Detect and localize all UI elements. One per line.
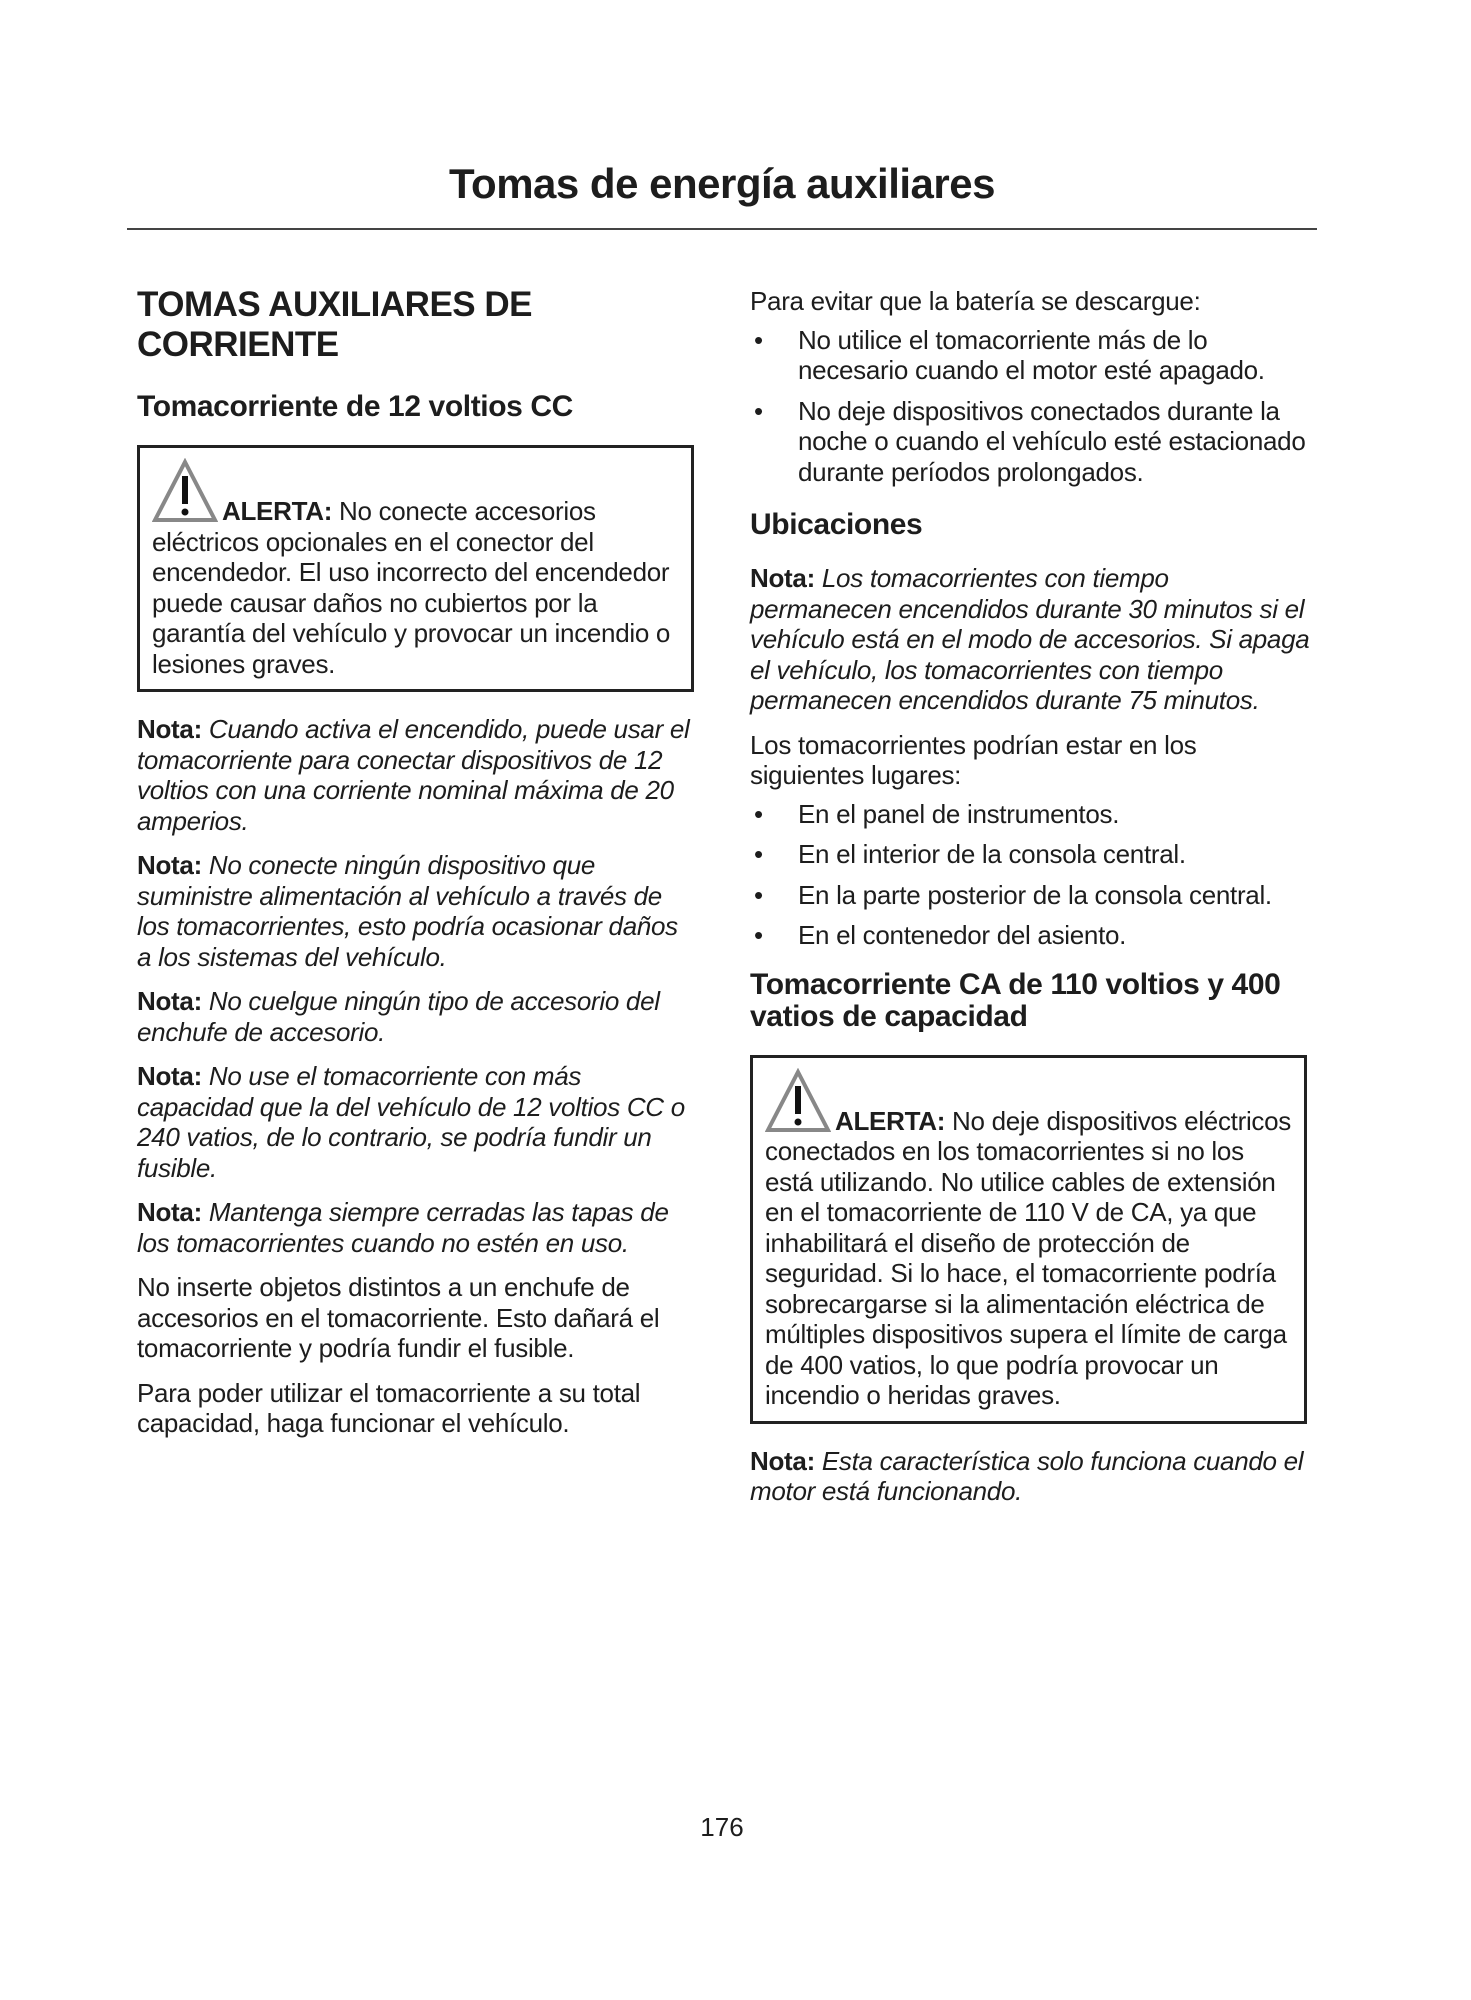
paragraph: No inserte objetos distintos a un enchufe de accesorios en el tomacorriente. Esto dañará el tomacorriente y podría fundir el fusible. (137, 1272, 660, 1363)
locations-list (750, 799, 1310, 951)
warning-triangle-icon (152, 458, 218, 524)
alert-text: No conecte accesorios eléctricos opcionales en el conector del encendedor. El uso incorrecto del encendedor puede causar daños no cubiertos por la garantía del vehículo y provocar un incendio o lesiones graves. (152, 496, 671, 679)
warning-triangle-icon (765, 1068, 831, 1134)
note-text: No conecte ningún dispositivo que suministre alimentación al vehículo a través de los tomacorrientes, esto podría ocasionar daños a los sistemas del vehículo. (137, 850, 678, 972)
note-text: Esta característica solo funciona cuando el motor está funcionando. (750, 1445, 1304, 1506)
list-item-text: En el panel de instrumentos. (798, 798, 1120, 829)
list-item (750, 396, 1310, 488)
note-text: No use el tomacorriente con más capacidad que la del vehículo de 12 voltios CC o 240 vatios, de lo contrario, se podría fundir un fusible. (137, 1061, 685, 1183)
list-item (750, 839, 1310, 870)
right-column (750, 286, 1310, 1521)
alert-box (750, 1055, 1307, 1424)
list-item (750, 799, 1310, 830)
locations-heading: Ubicaciones (750, 508, 923, 541)
left-column (137, 285, 697, 1453)
bullet: • (754, 920, 763, 950)
note-label: Nota: (750, 1445, 815, 1476)
list-item-text: En el interior de la consola central. (798, 839, 1186, 869)
note (137, 1061, 697, 1183)
title-divider (127, 228, 1317, 230)
alert-label: ALERTA: (835, 1105, 946, 1136)
alert-text: No deje dispositivos eléctricos conectados en los tomacorrientes si no los está utilizando. No utilice cables de extensión en el tomacorriente de 110 V de CA, ya que inhabilitará el diseño de protección de seguridad. Si lo hace, el tomacorriente podría sobrecargarse si la alimentación eléctrica de múltiples dispositivos supera el límite de carga de 400 vatios, lo que podría provocar un incendio o heridas graves. (765, 1105, 1291, 1410)
note-label: Nota: (137, 850, 202, 880)
list-item (750, 920, 1310, 951)
list-item-text: En la parte posterior de la consola central. (798, 879, 1272, 910)
list-item-text: En el contenedor del asiento. (798, 920, 1127, 950)
note (137, 714, 697, 836)
note (750, 1446, 1310, 1507)
section-heading: TOMAS AUXILIARES DE CORRIENTE (137, 285, 532, 364)
note-label: Nota: (137, 714, 202, 744)
list-item (750, 880, 1310, 911)
note-label: Nota: (137, 1197, 202, 1227)
note (137, 986, 697, 1047)
note (137, 1197, 697, 1258)
list-item (750, 325, 1310, 386)
note-label: Nota: (137, 1061, 202, 1091)
battery-intro: Para evitar que la batería se descargue: (750, 286, 1201, 316)
list-item-text: No utilice el tomacorriente más de lo necesario cuando el motor esté apagado. (798, 324, 1265, 385)
note-text: Los tomacorrientes con tiempo permanecen encendidos durante 30 minutos si el vehículo está en el modo de accesorios. Si apaga el vehículo, los tomacorrientes con tiempo permanecen encendidos durante 75 minutos. (750, 563, 1310, 715)
note-label: Nota: (137, 986, 202, 1016)
note (750, 563, 1310, 716)
page-title: Tomas de energía auxiliares (449, 160, 995, 207)
note-text: No cuelgue ningún tipo de accesorio del enchufe de accesorio. (137, 986, 660, 1047)
paragraph: Para poder utilizar el tomacorriente a su total capacidad, haga funcionar el vehículo. (137, 1377, 641, 1438)
note-text: Mantenga siempre cerradas las tapas de los tomacorrientes cuando no estén en uso. (137, 1197, 669, 1258)
alert-label: ALERTA: (222, 496, 333, 526)
alert-box (137, 445, 694, 692)
bullet: • (754, 798, 763, 829)
page-number: 176 (700, 1812, 744, 1842)
list-item-text: No deje dispositivos conectados durante la noche o cuando el vehículo esté estacionado durante períodos prolongados. (798, 395, 1306, 487)
locations-intro: Los tomacorrientes podrían estar en los siguientes lugares: (750, 729, 1197, 790)
bullet: • (754, 879, 763, 910)
bullet: • (754, 839, 763, 869)
note (137, 850, 697, 972)
note-text: Cuando activa el encendido, puede usar el tomacorriente para conectar dispositivos de 12 voltios con una corriente nominal máxima de 20 amperios. (137, 714, 690, 836)
bullet: • (754, 395, 763, 426)
note-label: Nota: (750, 563, 815, 593)
subsection-heading: Tomacorriente de 12 voltios CC (137, 390, 573, 423)
bullet: • (754, 324, 763, 355)
ac-outlet-heading: Tomacorriente CA de 110 voltios y 400 vatios de capacidad (750, 967, 1281, 1033)
battery-tips-list (750, 325, 1310, 488)
